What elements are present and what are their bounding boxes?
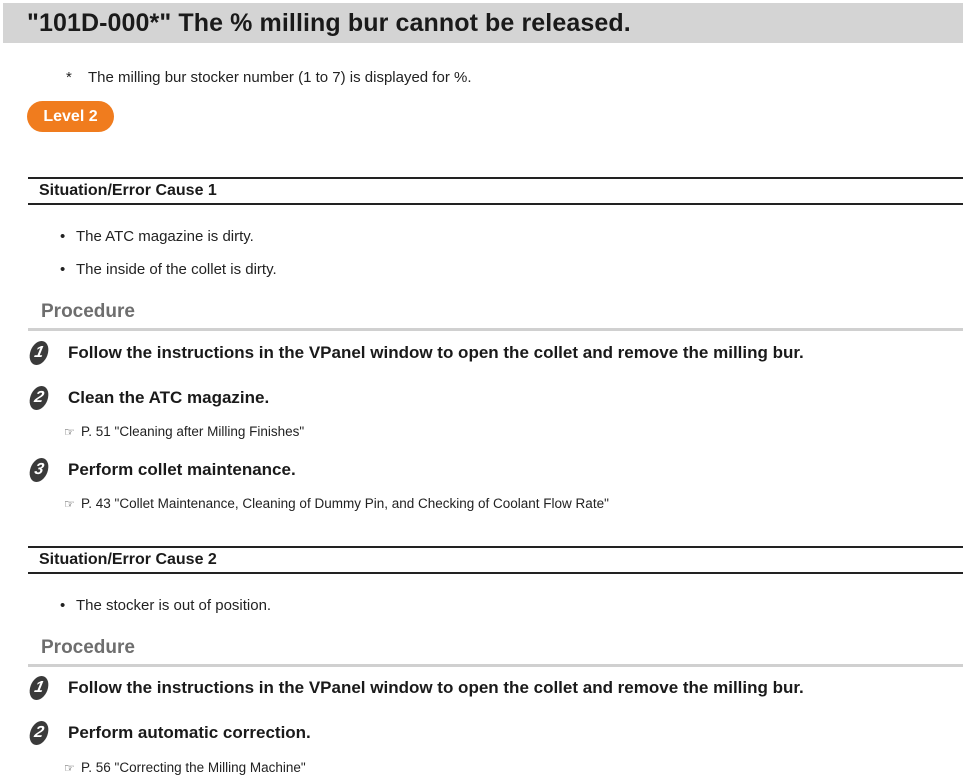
bullet-item [60,597,271,614]
page-reference[interactable] [64,760,306,775]
step-text: Follow the instructions in the VPanel window to open the collet and remove the milling bur. [68,678,804,697]
step-text: Perform collet maintenance. [68,460,296,479]
step-item [30,341,804,365]
step-number-badge: 1 [27,676,50,700]
footnote-text: The milling bur stocker number (1 to 7) is displayed for %. [88,69,472,86]
bullet-item [60,261,277,278]
footnote [66,69,472,86]
step-number-badge: 2 [27,721,50,745]
procedure-label: Procedure [41,637,135,658]
step-text: Follow the instructions in the VPanel window to open the collet and remove the milling bur. [68,343,804,362]
procedure-label: Procedure [41,301,135,322]
page-reference[interactable] [64,424,304,439]
pointing-hand-icon: ☞ [64,425,75,439]
bullet-item [60,228,254,245]
section-heading-text: Situation/Error Cause 1 [39,182,217,199]
bullet-text: The ATC magazine is dirty. [76,228,254,245]
section-heading-text: Situation/Error Cause 2 [39,551,217,568]
step-text: Perform automatic correction. [68,723,311,742]
procedure-heading [28,637,963,667]
bullet-icon: • [60,261,66,278]
step-text: Clean the ATC magazine. [68,388,270,407]
step-item [30,458,296,482]
pointing-hand-icon: ☞ [64,761,75,775]
title-bar [3,3,963,43]
step-item [30,721,311,745]
reference-text: P. 56 "Correcting the Milling Machine" [81,760,306,775]
section-heading-cause-2 [28,546,963,574]
step-number-badge: 1 [27,341,50,365]
step-item [30,676,804,700]
bullet-icon: • [60,228,66,245]
level-badge: Level 2 [27,101,114,132]
reference-text: P. 51 "Cleaning after Milling Finishes" [81,424,305,439]
step-number-badge: 3 [27,458,50,482]
bullet-text: The inside of the collet is dirty. [76,261,277,278]
pointing-hand-icon: ☞ [64,497,75,511]
bullet-text: The stocker is out of position. [76,597,272,614]
procedure-heading [28,301,963,331]
asterisk-marker: * [66,69,72,86]
step-number-badge: 2 [27,386,50,410]
bullet-icon: • [60,597,66,614]
page-title: "101D-000*" The % milling bur cannot be released. [27,8,631,37]
step-item [30,386,270,410]
page-reference[interactable] [64,496,609,511]
reference-text: P. 43 "Collet Maintenance, Cleaning of Dummy Pin, and Checking of Coolant Flow Rate" [81,496,609,511]
section-heading-cause-1 [28,177,963,205]
